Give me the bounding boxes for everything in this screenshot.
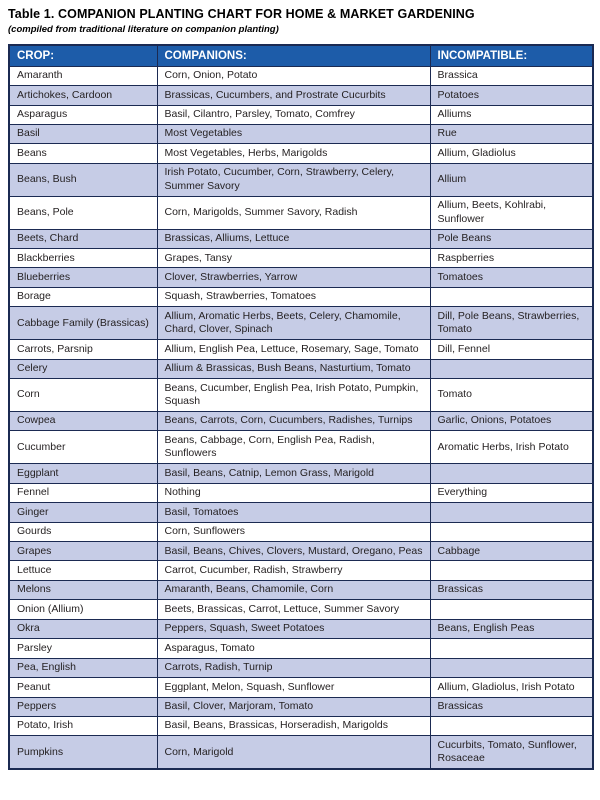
incompatible-cell: Allium, Beets, Kohlrabi, Sunflower: [430, 196, 593, 229]
crop-cell: Parsley: [9, 639, 157, 658]
crop-cell: Onion (Allium): [9, 600, 157, 619]
crop-cell: Cowpea: [9, 411, 157, 430]
incompatible-cell: Tomato: [430, 379, 593, 412]
crop-cell: Potato, Irish: [9, 716, 157, 735]
companions-cell: Corn, Marigolds, Summer Savory, Radish: [157, 196, 430, 229]
table-row: [9, 163, 593, 196]
incompatible-cell: Garlic, Onions, Potatoes: [430, 411, 593, 430]
table-subtitle: (compiled from traditional literature on companion planting): [8, 23, 279, 35]
table-row: [9, 105, 593, 124]
crop-cell: Corn: [9, 379, 157, 412]
table-row: [9, 639, 593, 658]
incompatible-cell: [430, 561, 593, 580]
column-header-crop: CROP:: [9, 45, 157, 67]
table-row: [9, 431, 593, 464]
table-row: [9, 287, 593, 306]
incompatible-cell: Brassica: [430, 66, 593, 85]
crop-cell: Pea, English: [9, 658, 157, 677]
companions-cell: Beans, Carrots, Corn, Cucumbers, Radishes, Turnips: [157, 411, 430, 430]
crop-cell: Cabbage Family (Brassicas): [9, 307, 157, 340]
crop-cell: Celery: [9, 359, 157, 378]
companions-cell: Basil, Beans, Chives, Clovers, Mustard, Oregano, Peas: [157, 542, 430, 561]
crop-cell: Peanut: [9, 678, 157, 697]
crop-cell: Eggplant: [9, 464, 157, 483]
incompatible-cell: [430, 522, 593, 541]
table-row: [9, 268, 593, 287]
table-row: [9, 249, 593, 268]
incompatible-cell: Brassicas: [430, 580, 593, 599]
table-row: [9, 124, 593, 143]
crop-cell: Carrots, Parsnip: [9, 340, 157, 359]
crop-cell: Artichokes, Cardoon: [9, 86, 157, 105]
crop-cell: Borage: [9, 287, 157, 306]
incompatible-cell: Brassicas: [430, 697, 593, 716]
incompatible-cell: [430, 600, 593, 619]
table-row: [9, 411, 593, 430]
table-row: [9, 697, 593, 716]
table-title: Table 1. COMPANION PLANTING CHART FOR HOME & MARKET GARDENING: [8, 7, 475, 21]
table-row: [9, 678, 593, 697]
column-header-incompatible: INCOMPATIBLE:: [430, 45, 593, 67]
companions-cell: Beans, Cucumber, English Pea, Irish Potato, Pumpkin, Squash: [157, 379, 430, 412]
companions-cell: Peppers, Squash, Sweet Potatoes: [157, 619, 430, 638]
companions-cell: Brassicas, Cucumbers, and Prostrate Cucurbits: [157, 86, 430, 105]
table-row: [9, 619, 593, 638]
companions-cell: Carrot, Cucumber, Radish, Strawberry: [157, 561, 430, 580]
crop-cell: Amaranth: [9, 66, 157, 85]
companions-cell: Basil, Beans, Brassicas, Horseradish, Marigolds: [157, 716, 430, 735]
incompatible-cell: Cabbage: [430, 542, 593, 561]
incompatible-cell: Allium, Gladiolus, Irish Potato: [430, 678, 593, 697]
companions-cell: Beets, Brassicas, Carrot, Lettuce, Summer Savory: [157, 600, 430, 619]
crop-cell: Ginger: [9, 503, 157, 522]
companions-cell: Allium, Aromatic Herbs, Beets, Celery, Chamomile, Chard, Clover, Spinach: [157, 307, 430, 340]
crop-cell: Beans, Bush: [9, 163, 157, 196]
crop-cell: Fennel: [9, 483, 157, 502]
incompatible-cell: [430, 359, 593, 378]
crop-cell: Basil: [9, 124, 157, 143]
companions-cell: Basil, Tomatoes: [157, 503, 430, 522]
table-row: [9, 86, 593, 105]
incompatible-cell: Beans, English Peas: [430, 619, 593, 638]
incompatible-cell: Allium: [430, 163, 593, 196]
column-header-companions: COMPANIONS:: [157, 45, 430, 67]
incompatible-cell: Alliums: [430, 105, 593, 124]
crop-cell: Blueberries: [9, 268, 157, 287]
companions-cell: Clover, Strawberries, Yarrow: [157, 268, 430, 287]
companions-cell: Basil, Beans, Catnip, Lemon Grass, Marigold: [157, 464, 430, 483]
crop-cell: Peppers: [9, 697, 157, 716]
companions-cell: Eggplant, Melon, Squash, Sunflower: [157, 678, 430, 697]
companions-cell: Brassicas, Alliums, Lettuce: [157, 229, 430, 248]
companions-cell: Carrots, Radish, Turnip: [157, 658, 430, 677]
table-row: [9, 340, 593, 359]
companions-cell: Nothing: [157, 483, 430, 502]
table-row: [9, 600, 593, 619]
table-row: [9, 716, 593, 735]
incompatible-cell: Everything: [430, 483, 593, 502]
crop-cell: Cucumber: [9, 431, 157, 464]
crop-cell: Beans: [9, 144, 157, 163]
table-row: [9, 561, 593, 580]
companions-cell: Most Vegetables, Herbs, Marigolds: [157, 144, 430, 163]
crop-cell: Gourds: [9, 522, 157, 541]
incompatible-cell: [430, 503, 593, 522]
crop-cell: Pumpkins: [9, 736, 157, 769]
table-row: [9, 658, 593, 677]
table-row: [9, 359, 593, 378]
companions-cell: Grapes, Tansy: [157, 249, 430, 268]
crop-cell: Asparagus: [9, 105, 157, 124]
table-row: [9, 144, 593, 163]
incompatible-cell: Cucurbits, Tomato, Sunflower, Rosaceae: [430, 736, 593, 769]
incompatible-cell: Tomatoes: [430, 268, 593, 287]
companions-cell: Allium, English Pea, Lettuce, Rosemary, Sage, Tomato: [157, 340, 430, 359]
crop-cell: Blackberries: [9, 249, 157, 268]
crop-cell: Grapes: [9, 542, 157, 561]
companions-cell: Basil, Cilantro, Parsley, Tomato, Comfrey: [157, 105, 430, 124]
table-row: [9, 196, 593, 229]
crop-cell: Lettuce: [9, 561, 157, 580]
table-row: [9, 229, 593, 248]
table-row: [9, 736, 593, 769]
table-row: [9, 483, 593, 502]
table-header-row: [9, 45, 593, 67]
incompatible-cell: Aromatic Herbs, Irish Potato: [430, 431, 593, 464]
crop-cell: Beets, Chard: [9, 229, 157, 248]
incompatible-cell: Pole Beans: [430, 229, 593, 248]
incompatible-cell: [430, 639, 593, 658]
table-row: [9, 542, 593, 561]
companions-cell: Corn, Onion, Potato: [157, 66, 430, 85]
table-row: [9, 307, 593, 340]
companions-cell: Squash, Strawberries, Tomatoes: [157, 287, 430, 306]
companions-cell: Allium & Brassicas, Bush Beans, Nasturtium, Tomato: [157, 359, 430, 378]
table-row: [9, 503, 593, 522]
table-row: [9, 522, 593, 541]
incompatible-cell: [430, 658, 593, 677]
companions-cell: Irish Potato, Cucumber, Corn, Strawberry, Celery, Summer Savory: [157, 163, 430, 196]
companions-cell: Amaranth, Beans, Chamomile, Corn: [157, 580, 430, 599]
incompatible-cell: [430, 287, 593, 306]
crop-cell: Beans, Pole: [9, 196, 157, 229]
incompatible-cell: Potatoes: [430, 86, 593, 105]
companion-planting-table: [8, 44, 594, 771]
incompatible-cell: Allium, Gladiolus: [430, 144, 593, 163]
incompatible-cell: Dill, Pole Beans, Strawberries, Tomato: [430, 307, 593, 340]
companions-cell: Asparagus, Tomato: [157, 639, 430, 658]
companions-cell: Corn, Marigold: [157, 736, 430, 769]
incompatible-cell: Dill, Fennel: [430, 340, 593, 359]
table-row: [9, 379, 593, 412]
crop-cell: Melons: [9, 580, 157, 599]
table-body: [9, 66, 593, 769]
incompatible-cell: Raspberries: [430, 249, 593, 268]
crop-cell: Okra: [9, 619, 157, 638]
incompatible-cell: [430, 716, 593, 735]
companions-cell: Beans, Cabbage, Corn, English Pea, Radish, Sunflowers: [157, 431, 430, 464]
incompatible-cell: Rue: [430, 124, 593, 143]
table-row: [9, 464, 593, 483]
table-row: [9, 66, 593, 85]
companions-cell: Most Vegetables: [157, 124, 430, 143]
table-row: [9, 580, 593, 599]
companions-cell: Corn, Sunflowers: [157, 522, 430, 541]
incompatible-cell: [430, 464, 593, 483]
companions-cell: Basil, Clover, Marjoram, Tomato: [157, 697, 430, 716]
